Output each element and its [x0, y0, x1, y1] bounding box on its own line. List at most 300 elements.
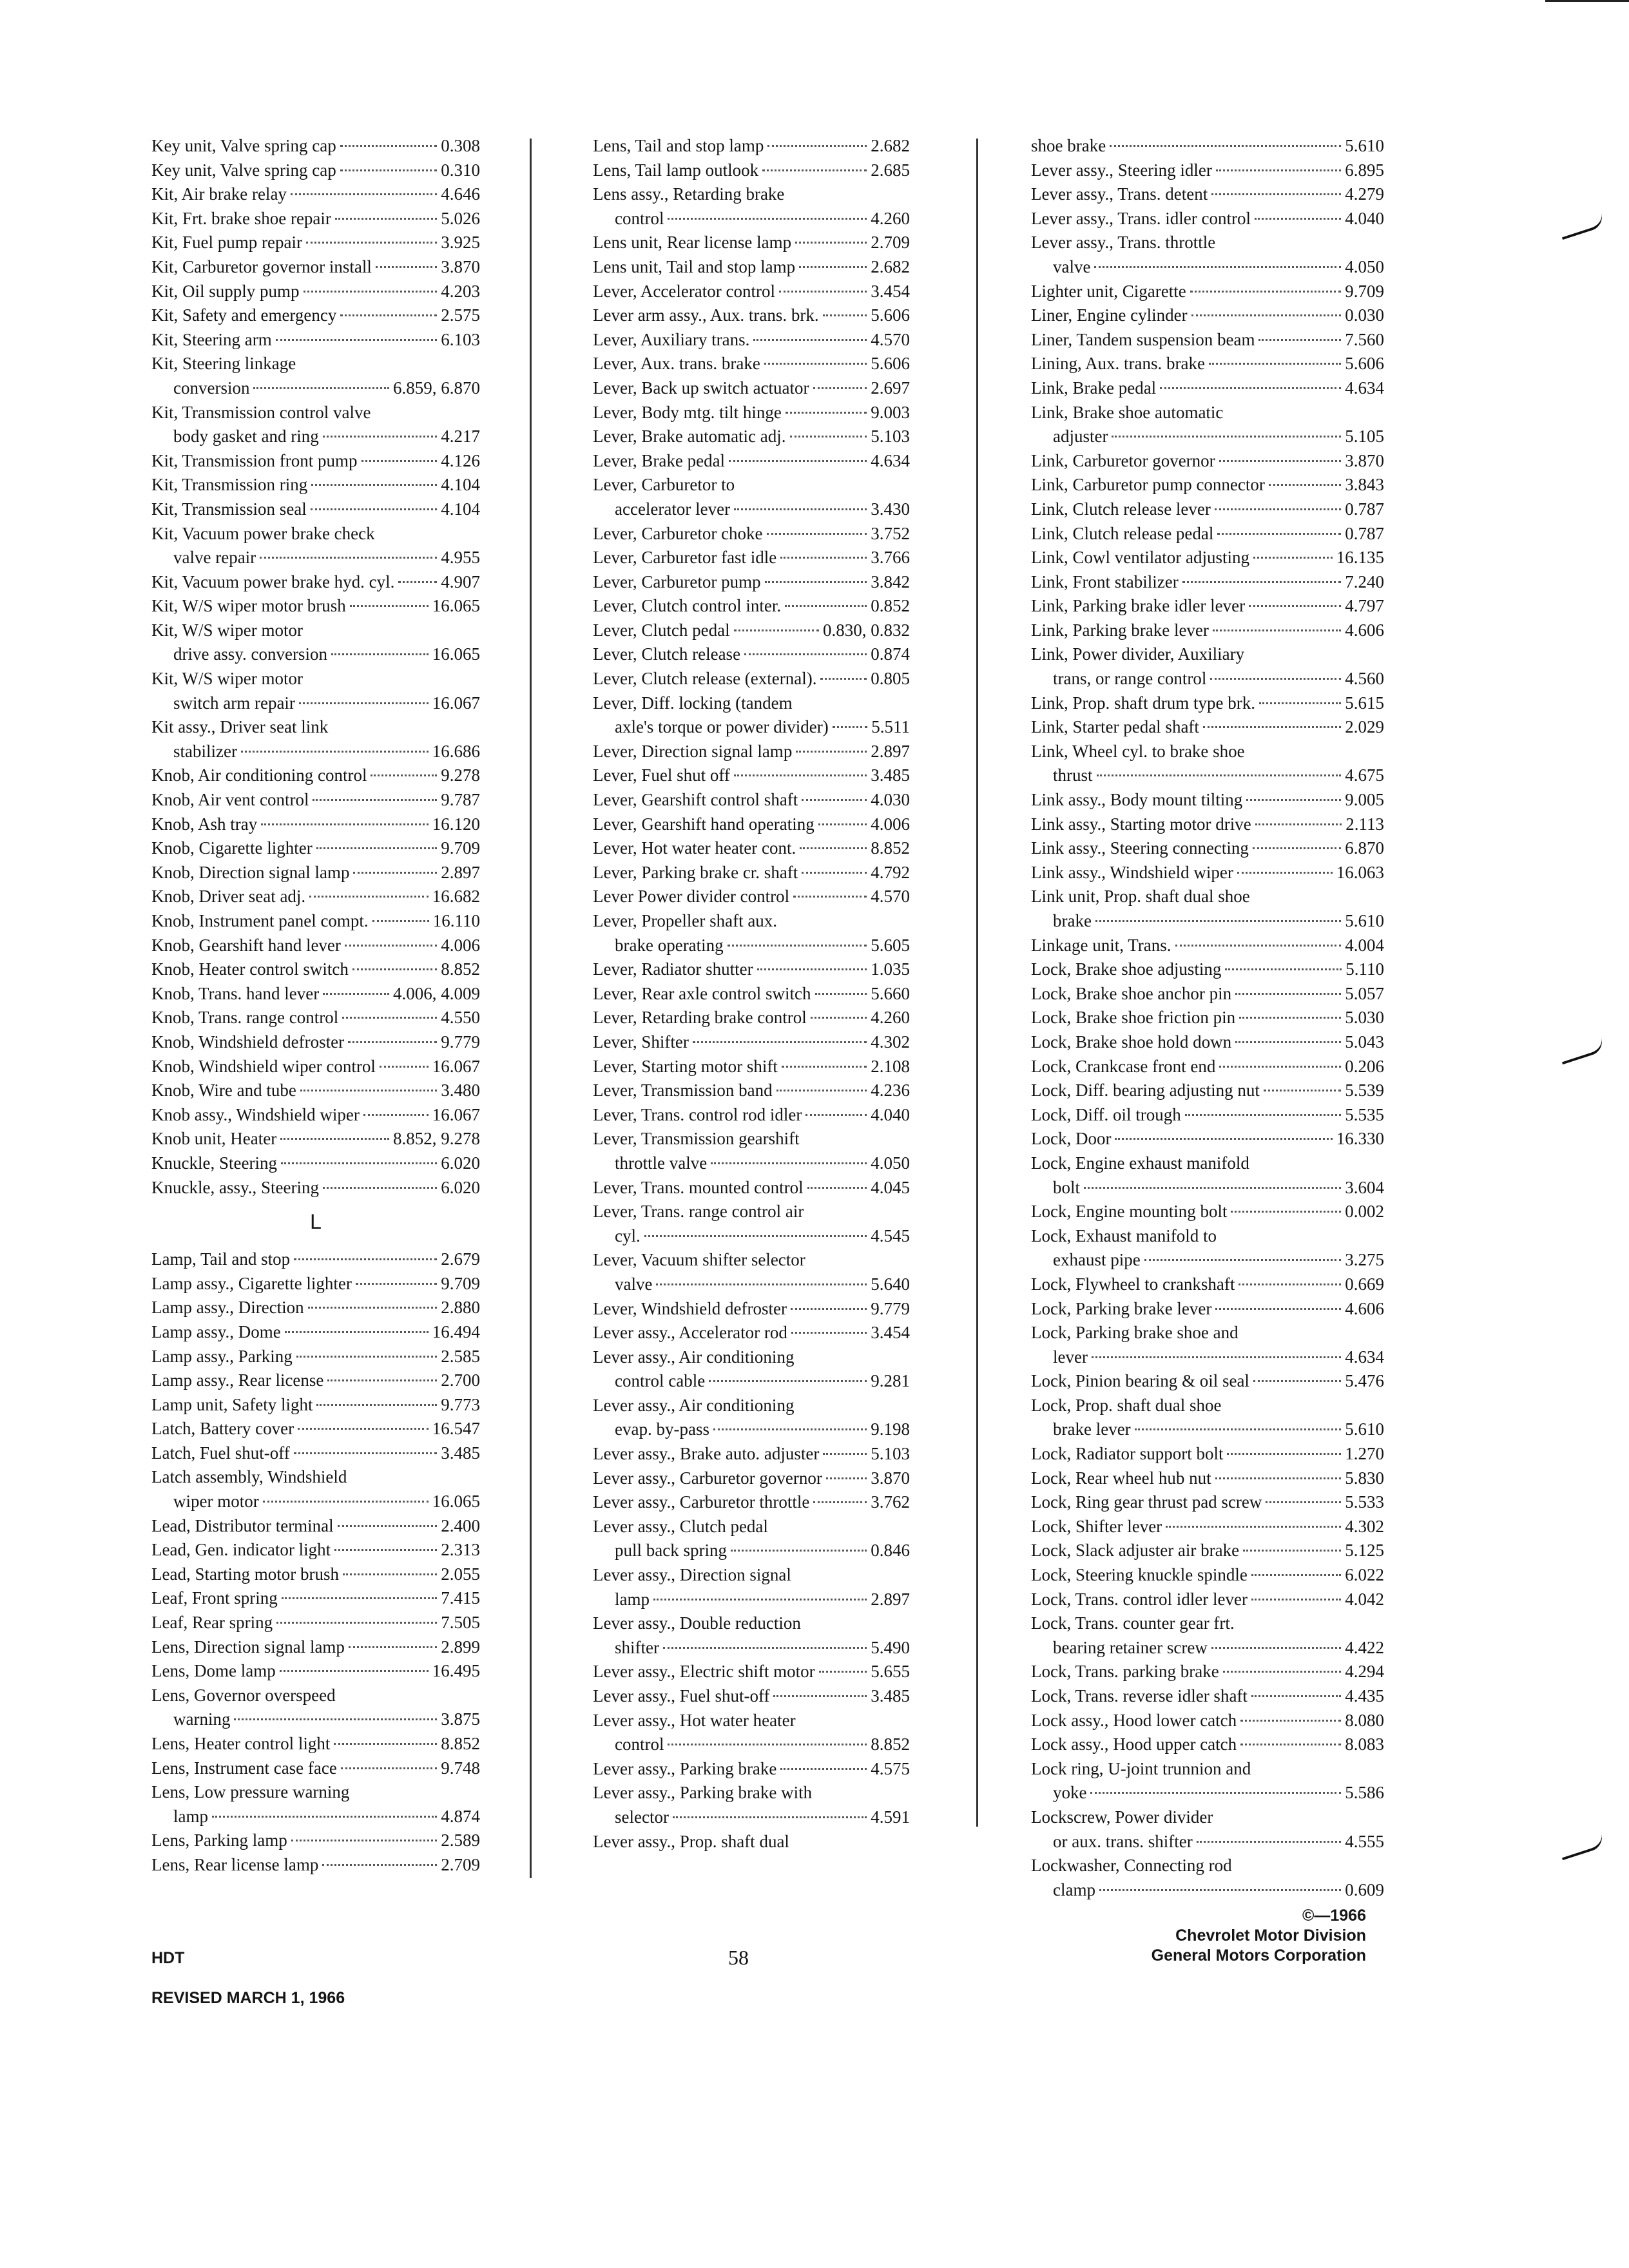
entry-reference-number: 4.560	[1345, 669, 1384, 689]
entry-term: Lever, Trans. range control air	[593, 1202, 804, 1222]
index-entry	[151, 909, 480, 934]
index-entry	[151, 1369, 480, 1393]
entry-line	[151, 134, 480, 159]
dot-leader	[1213, 629, 1341, 631]
entry-line	[151, 1393, 480, 1418]
entry-continuation-line	[593, 1369, 910, 1394]
entry-reference-number: 4.606	[1345, 620, 1384, 640]
dot-leader	[813, 1501, 867, 1503]
entry-reference-number: 3.480	[441, 1081, 480, 1100]
entry-term: Key unit, Valve spring cap	[151, 160, 336, 180]
entry-term: Lever assy., Carburetor throttle	[593, 1492, 810, 1512]
entry-reference-number: 5.030	[1345, 1008, 1384, 1028]
entry-term: Lens, Governor overspeed	[151, 1685, 336, 1705]
index-entry	[1031, 1466, 1384, 1491]
entry-term: Knob, Air vent control	[151, 790, 309, 810]
entry-term: Lever assy., Parking brake with	[593, 1783, 813, 1803]
index-entry	[1031, 836, 1384, 861]
section-letter-heading: L	[310, 1210, 322, 1234]
entry-line	[151, 280, 480, 304]
entry-line	[151, 715, 480, 740]
entry-line	[1031, 280, 1384, 304]
dot-leader	[780, 557, 867, 559]
index-entry	[1031, 1757, 1384, 1805]
entry-continuation-line	[1031, 425, 1384, 449]
index-entry	[1031, 1224, 1384, 1273]
entry-reference-number: 4.545	[871, 1225, 910, 1245]
entry-line	[151, 1127, 480, 1151]
index-entry	[151, 328, 480, 352]
entry-term: Liner, Engine cylinder	[1031, 305, 1188, 325]
dot-leader	[795, 242, 867, 244]
entry-line	[151, 594, 480, 619]
entry-term: lamp	[615, 1589, 650, 1609]
entry-line	[1031, 1151, 1384, 1176]
index-entry	[151, 1829, 480, 1853]
dot-leader	[1239, 1283, 1341, 1285]
entry-term: Kit, Transmission front pump	[151, 450, 358, 470]
entry-line	[1031, 594, 1384, 619]
index-entry	[593, 546, 910, 570]
entry-term: Lever Power divider control	[593, 887, 790, 907]
index-entry	[593, 1248, 910, 1296]
entry-reference-number: 5.606	[871, 305, 910, 325]
index-entry	[151, 1006, 480, 1030]
dot-leader	[728, 945, 867, 947]
dot-leader	[335, 218, 437, 220]
entry-term: Lever, Clutch control inter.	[593, 596, 782, 616]
entry-line	[593, 909, 910, 934]
entry-term: Link, Clutch release lever	[1031, 499, 1211, 519]
index-entry	[151, 1756, 480, 1781]
entry-reference-number: 16.686	[432, 741, 480, 761]
dot-leader	[280, 1138, 389, 1140]
index-entry	[1031, 570, 1384, 595]
dot-leader	[356, 1283, 437, 1285]
entry-term: Lever, Carburetor pump	[593, 572, 761, 591]
entry-continuation-line	[593, 1539, 910, 1563]
index-entry	[151, 1417, 480, 1441]
entry-term: Lever, Auxiliary trans.	[593, 329, 750, 349]
entry-line	[593, 546, 910, 570]
entry-reference-number: 5.103	[871, 1444, 910, 1464]
dot-leader	[1135, 1428, 1342, 1430]
entry-continuation-line	[1031, 1781, 1384, 1805]
dot-leader	[644, 1235, 867, 1237]
entry-line	[1031, 1805, 1384, 1830]
dot-leader	[1231, 1211, 1341, 1213]
entry-line	[593, 619, 910, 643]
index-entry	[593, 764, 910, 788]
division-name: Chevrolet Motor Division	[1175, 1927, 1366, 1945]
entry-term: Lining, Aux. trans. brake	[1031, 354, 1205, 374]
entry-reference-number: 16.065	[432, 596, 480, 616]
index-entry	[1031, 1539, 1384, 1563]
entry-reference-number: 0.787	[1345, 523, 1384, 543]
entry-line	[593, 473, 910, 497]
dot-leader	[780, 1768, 867, 1770]
entry-term: Lever assy., Double reduction	[593, 1613, 801, 1633]
entry-term: Lock, Pinion bearing & oil seal	[1031, 1371, 1249, 1391]
entry-continuation-line	[151, 1805, 480, 1829]
index-entry	[1031, 1127, 1384, 1151]
dot-leader	[1259, 702, 1341, 704]
dot-leader	[1255, 218, 1341, 220]
entry-term: Lever, Gearshift control shaft	[593, 790, 798, 810]
entry-term: Lock, Brake shoe adjusting	[1031, 959, 1222, 979]
entry-reference-number: 0.310	[441, 160, 480, 180]
entry-reference-number: 6.895	[1345, 160, 1384, 180]
entry-term: Latch assembly, Windshield	[151, 1467, 347, 1487]
entry-line	[151, 934, 480, 958]
index-entry	[151, 570, 480, 595]
index-entry	[151, 1441, 480, 1466]
entry-term: control	[615, 208, 664, 228]
entry-term: bearing retainer screw	[1053, 1637, 1208, 1657]
entry-term: clamp	[1053, 1879, 1095, 1899]
entry-term: Knob, Gearshift hand lever	[151, 935, 341, 955]
index-entry	[593, 1515, 910, 1563]
entry-line	[1031, 1757, 1384, 1782]
entry-line	[1031, 134, 1384, 159]
entry-term: Link, Prop. shaft drum type brk.	[1031, 693, 1255, 713]
index-entry	[151, 1272, 480, 1296]
entry-reference-number: 2.897	[871, 1589, 910, 1609]
dot-leader	[807, 1187, 867, 1189]
entry-term: Lens, Tail and stop lamp	[593, 136, 764, 155]
entry-term: Knob, Windshield wiper control	[151, 1056, 376, 1076]
dot-leader	[729, 460, 867, 462]
entry-reference-number: 2.709	[441, 1854, 480, 1874]
entry-line	[1031, 1733, 1384, 1757]
entry-reference-number: 9.278	[441, 765, 480, 785]
entry-term: Knob, Driver seat adj.	[151, 887, 306, 907]
entry-line	[151, 788, 480, 812]
dot-leader	[709, 1380, 867, 1382]
dot-leader	[782, 1066, 867, 1068]
dot-leader	[1235, 993, 1341, 995]
dot-leader	[1225, 968, 1342, 970]
entry-reference-number: 5.110	[1345, 959, 1384, 979]
entry-line	[151, 473, 480, 497]
dot-leader	[1160, 387, 1341, 389]
entry-reference-number: 8.852, 9.278	[393, 1129, 480, 1149]
entry-line	[1031, 788, 1384, 812]
entry-continuation-line	[151, 425, 480, 449]
index-entry	[593, 1442, 910, 1466]
entry-term: Lever, Fuel shut off	[593, 765, 730, 785]
entry-line	[151, 401, 480, 425]
entry-continuation-line	[593, 1151, 910, 1176]
entry-continuation-line	[151, 1490, 480, 1514]
entry-reference-number: 4.675	[1345, 765, 1384, 785]
entry-term: Lock, Trans. counter gear frt.	[1031, 1613, 1235, 1633]
dot-leader	[340, 169, 438, 171]
index-entry	[151, 594, 480, 619]
entry-term: body gasket and ring	[173, 427, 319, 447]
entry-reference-number: 5.610	[1345, 136, 1384, 155]
entry-term: Lens unit, Rear license lamp	[593, 233, 792, 253]
entry-line	[593, 1079, 910, 1103]
column-divider	[530, 139, 532, 1878]
entry-reference-number: 4.435	[1345, 1686, 1384, 1706]
entry-line	[593, 522, 910, 546]
entry-term: lever	[1053, 1347, 1088, 1367]
entry-reference-number: 2.575	[441, 305, 480, 325]
dot-leader	[663, 1647, 867, 1649]
entry-reference-number: 9.779	[871, 1298, 910, 1318]
entry-term: Lever assy., Air conditioning	[593, 1395, 795, 1415]
entry-line	[593, 836, 910, 861]
entry-continuation-line	[151, 691, 480, 716]
entry-term: Lever assy., Electric shift motor	[593, 1662, 815, 1682]
entry-term: Lens, Dome lamp	[151, 1661, 276, 1681]
entry-line	[151, 207, 480, 231]
entry-line	[1031, 740, 1384, 764]
entry-reference-number: 9.198	[871, 1419, 910, 1439]
entry-reference-number: 5.057	[1345, 983, 1384, 1003]
index-entry	[1031, 1709, 1384, 1733]
index-entry	[1031, 619, 1384, 643]
entry-term: Lever assy., Trans. detent	[1031, 184, 1208, 204]
entry-term: Lever, Carburetor choke	[593, 523, 763, 543]
entry-line	[151, 812, 480, 837]
entry-line	[151, 352, 480, 376]
entry-term: Lever assy., Carburetor governor	[593, 1468, 822, 1488]
index-entry	[1031, 1490, 1384, 1515]
index-entry	[593, 885, 910, 909]
entry-reference-number: 3.842	[871, 572, 910, 591]
entry-continuation-line	[1031, 667, 1384, 691]
index-entry	[593, 182, 910, 231]
dot-leader	[316, 1404, 437, 1406]
dot-leader	[294, 1452, 438, 1454]
dot-leader	[833, 726, 867, 728]
index-entry	[1031, 473, 1384, 497]
entry-reference-number: 5.490	[871, 1637, 910, 1657]
entry-term: Lead, Starting motor brush	[151, 1564, 339, 1584]
entry-term: Lever, Direction signal lamp	[593, 741, 793, 761]
entry-line	[593, 1466, 910, 1491]
index-entry	[593, 1103, 910, 1128]
entry-term: Link, Power divider, Auxiliary	[1031, 644, 1245, 664]
entry-reference-number: 9.709	[1345, 281, 1384, 301]
entry-line	[1031, 159, 1384, 183]
entry-term: Lever, Clutch release	[593, 644, 741, 664]
index-entry	[1031, 1055, 1384, 1079]
entry-line	[1031, 497, 1384, 522]
entry-reference-number: 4.792	[871, 862, 910, 882]
entry-line	[1031, 1539, 1384, 1563]
entry-line	[151, 1345, 480, 1369]
index-entry	[593, 425, 910, 449]
entry-term: Lever, Aux. trans. brake	[593, 354, 760, 374]
entry-line	[593, 788, 910, 812]
dot-leader	[294, 1258, 437, 1260]
entry-reference-number: 3.762	[871, 1492, 910, 1512]
dot-leader	[1217, 533, 1341, 535]
dot-leader	[1264, 1090, 1341, 1091]
entry-line	[593, 691, 910, 716]
index-entry	[593, 861, 910, 885]
dot-leader	[753, 339, 867, 341]
index-entry	[151, 1247, 480, 1272]
entry-term: Knob, Cigarette lighter	[151, 838, 313, 858]
entry-term: evap. by-pass	[615, 1419, 709, 1439]
column-divider	[976, 139, 978, 1827]
entry-reference-number: 4.422	[1345, 1637, 1384, 1657]
index-entry	[151, 303, 480, 328]
entry-reference-number: 8.852	[871, 838, 910, 858]
entry-line	[151, 1369, 480, 1393]
entry-reference-number: 2.685	[871, 160, 910, 180]
entry-line	[1031, 1490, 1384, 1515]
index-entry	[1031, 182, 1384, 207]
entry-term: Knob, Heater control switch	[151, 959, 349, 979]
entry-line	[593, 328, 910, 352]
entry-reference-number: 4.279	[1345, 184, 1384, 204]
index-entry	[1031, 1103, 1384, 1128]
entry-reference-number: 4.294	[1345, 1662, 1384, 1682]
entry-continuation-line	[151, 376, 480, 401]
dot-leader	[1182, 581, 1342, 583]
entry-term: Lever, Clutch release (external).	[593, 669, 817, 689]
entry-term: Lock, Brake shoe hold down	[1031, 1032, 1232, 1052]
entry-term: Lever, Brake automatic adj.	[593, 427, 786, 447]
entry-line	[593, 1127, 910, 1151]
entry-reference-number: 2.679	[441, 1249, 480, 1269]
index-column-1	[151, 134, 480, 1878]
entry-reference-number: 5.606	[871, 354, 910, 374]
index-entry	[151, 255, 480, 280]
entry-continuation-line	[1031, 1636, 1384, 1660]
entry-reference-number: 5.103	[871, 427, 910, 447]
entry-line	[151, 570, 480, 595]
index-entry	[593, 1563, 910, 1611]
index-entry	[1031, 1394, 1384, 1442]
dot-leader	[1144, 1259, 1342, 1261]
entry-term: Lever assy., Steering idler	[1031, 160, 1212, 180]
dot-leader	[1097, 774, 1342, 776]
index-entry	[593, 570, 910, 595]
entry-line	[593, 1394, 910, 1418]
entry-term: Lever, Radiator shutter	[593, 959, 753, 979]
entry-continuation-line	[1031, 1418, 1384, 1442]
entry-line	[593, 134, 910, 159]
entry-line	[1031, 1369, 1384, 1394]
entry-term: Lock, Diff. bearing adjusting nut	[1031, 1081, 1260, 1100]
index-entry	[1031, 1684, 1384, 1709]
entry-line	[593, 231, 910, 255]
entry-reference-number: 4.874	[441, 1806, 480, 1826]
entry-line	[151, 1853, 480, 1878]
index-entry	[151, 812, 480, 837]
entry-continuation-line	[151, 1707, 480, 1732]
entry-continuation-line	[1031, 1345, 1384, 1370]
entry-term: Lock, Exhaust manifold to	[1031, 1225, 1217, 1245]
entry-reference-number: 2.682	[871, 136, 910, 155]
dot-leader	[790, 436, 867, 437]
entry-continuation-line	[1031, 255, 1384, 280]
index-entry	[1031, 1200, 1384, 1224]
index-entry	[593, 1466, 910, 1491]
index-entry	[151, 934, 480, 958]
dot-leader	[1251, 1574, 1341, 1576]
index-entry	[1031, 788, 1384, 812]
entry-continuation-line	[593, 1636, 910, 1660]
dot-leader	[1219, 1066, 1341, 1068]
index-entry	[593, 1006, 910, 1030]
entry-term: Link, Brake pedal	[1031, 378, 1157, 398]
entry-term: Knob, Trans. range control	[151, 1008, 339, 1028]
entry-line	[593, 1055, 910, 1079]
dot-leader	[762, 169, 867, 171]
dot-leader	[1253, 1380, 1341, 1382]
entry-line	[1031, 934, 1384, 958]
dot-leader	[1240, 1744, 1341, 1745]
entry-term: Linkage unit, Trans.	[1031, 935, 1171, 955]
entry-reference-number: 3.766	[871, 548, 910, 568]
entry-term: Kit assy., Driver seat link	[151, 717, 329, 737]
dot-leader	[1249, 605, 1341, 607]
entry-line	[593, 642, 910, 667]
entry-reference-number: 1.035	[871, 959, 910, 979]
dot-leader	[1211, 1647, 1341, 1649]
dot-leader	[212, 1816, 437, 1818]
entry-line	[593, 1006, 910, 1030]
entry-continuation-line	[1031, 1878, 1384, 1903]
index-entry	[593, 1079, 910, 1103]
entry-reference-number: 4.797	[1345, 596, 1384, 616]
entry-reference-number: 5.830	[1345, 1468, 1384, 1488]
entry-term: Kit, Steering arm	[151, 329, 272, 349]
entry-reference-number: 4.575	[871, 1758, 910, 1778]
entry-line	[593, 982, 910, 1006]
index-entry	[151, 134, 480, 159]
index-entry	[151, 207, 480, 231]
footer-left	[151, 1947, 345, 2009]
entry-term: Kit, Frt. brake shoe repair	[151, 208, 331, 228]
index-entry	[1031, 449, 1384, 474]
entry-line	[151, 1514, 480, 1539]
index-entry	[1031, 376, 1384, 401]
entry-line	[593, 1563, 910, 1588]
entry-reference-number: 5.610	[1345, 911, 1384, 930]
index-entry	[593, 1611, 910, 1660]
index-entry	[1031, 231, 1384, 279]
dot-leader	[673, 1816, 867, 1818]
index-entry	[1031, 207, 1384, 231]
index-entry	[1031, 401, 1384, 449]
entry-reference-number: 4.555	[1345, 1831, 1384, 1851]
entry-term: Lead, Distributor terminal	[151, 1515, 334, 1535]
index-entry	[1031, 522, 1384, 546]
entry-reference-number: 1.270	[1345, 1444, 1384, 1464]
entry-term: Link, Clutch release pedal	[1031, 523, 1214, 543]
dot-leader	[323, 993, 389, 995]
dot-leader	[793, 896, 867, 898]
entry-continuation-line	[593, 1805, 910, 1830]
entry-line	[1031, 957, 1384, 982]
entry-line	[1031, 1854, 1384, 1878]
entry-reference-number: 4.217	[441, 427, 480, 447]
dot-leader	[322, 1864, 437, 1866]
entry-term: Lamp unit, Safety light	[151, 1394, 313, 1414]
entry-line	[1031, 1563, 1384, 1588]
index-entry	[593, 836, 910, 861]
entry-term: Lever assy., Prop. shaft dual	[593, 1831, 789, 1851]
entry-term: throttle valve	[615, 1153, 708, 1173]
